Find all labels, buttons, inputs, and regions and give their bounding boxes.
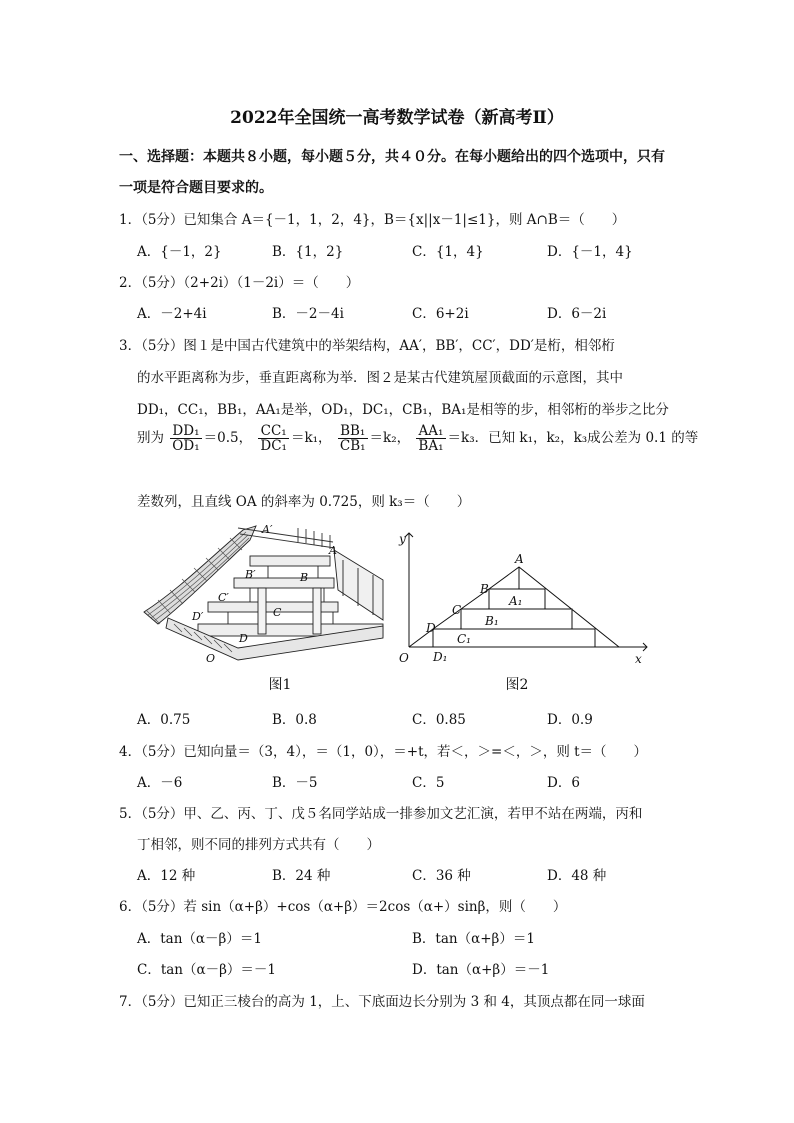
fig1-label-a-prime: A′: [262, 523, 273, 536]
q5-option-c: C．36 种: [412, 868, 471, 884]
q3-option-d: D．0.9: [547, 712, 593, 728]
q1-option-c: C．{1，4}: [412, 244, 484, 260]
q2-stem: 2．（5分）（2+2i）（1－2i）＝（ ）: [119, 275, 360, 291]
ratio-equals: ＝0.5，: [203, 430, 253, 447]
ratio-denominator: BA₁: [418, 438, 444, 455]
ratio-equals: ＝k₁，: [290, 430, 332, 447]
ratio-denominator: DC₁: [260, 438, 287, 455]
q1-option-b: B．{1，2}: [272, 244, 344, 260]
q3-stem-line1: 3．（5分）图１是中国古代建筑中的举架结构，AA′，BB′，CC′，DD′是桁，相邻桁: [119, 338, 615, 354]
q1-option-a: A．{－1，2}: [137, 244, 222, 260]
fig2-label-x: x: [635, 652, 642, 666]
q2-option-b: B．－2－4i: [272, 306, 344, 322]
q3-ratio-prefix: 别为: [137, 430, 164, 447]
fig1-label-a: A: [329, 544, 337, 557]
q6-option-d: D．tan（α+β）＝－1: [412, 962, 550, 978]
section-heading-line2: 一项是符合题目要求的。: [119, 180, 273, 196]
q3-stem-line3: DD₁，CC₁，BB₁，AA₁是举，OD₁，DC₁，CB₁，BA₁是相等的步，相邻桁的举步之比分: [137, 402, 669, 418]
q3-stem-line2: 的水平距离称为步，垂直距离称为举．图２是某古代建筑屋顶截面的示意图，其中: [137, 370, 623, 386]
q4-option-a: A．－6: [137, 775, 183, 791]
ratio-fraction: [170, 424, 201, 453]
figure-1-caption: 图1: [268, 677, 292, 693]
fig1-label-b-prime: B′: [245, 568, 256, 581]
q6-option-b: B．tan（α+β）＝1: [412, 931, 535, 947]
fig2-label-d1: D₁: [433, 650, 448, 664]
ratio-fraction: [416, 424, 445, 453]
fig2-label-d: D: [426, 621, 436, 635]
q1-stem: 1．（5分）已知集合 A＝{－1，1，2，4}，B＝{x||x－1|≤1}，则 A∩B＝（ ）: [119, 212, 626, 228]
ratio-numerator: DD₁: [170, 424, 201, 439]
ratio-equals: ＝k₃．已知 k₁，k₂，k₃成公差为 0.1 的等: [447, 430, 699, 447]
ratio-denominator: CB₁: [339, 438, 366, 455]
q5-option-d: D．48 种: [547, 868, 607, 884]
section-heading-line1: 一、选择题：本题共８小题，每小题５分，共４０分。在每小题给出的四个选项中，只有: [119, 149, 665, 165]
q4-option-d: D．6: [547, 775, 580, 791]
ratio-numerator: CC₁: [258, 424, 289, 439]
q4-option-b: B．－5: [272, 775, 318, 791]
q7-stem: 7．（5分）已知正三棱台的高为 1，上、下底面边长分别为 3 和 4，其顶点都在同一球面: [119, 994, 645, 1010]
figure-2-roof-cross-section: [395, 525, 660, 667]
q5-option-b: B．24 种: [272, 868, 331, 884]
q3-option-b: B．0.8: [272, 712, 317, 728]
q4-stem: 4．（5分）已知向量＝（3，4），＝（1，0），＝+t，若＜，＞=＜，＞，则 t＝（ ）: [119, 744, 648, 760]
fig2-label-b1: B₁: [485, 614, 499, 628]
q3-option-a: A．0.75: [137, 712, 191, 728]
fig2-label-c1: C₁: [457, 632, 471, 646]
fig1-label-c-prime: C′: [218, 591, 229, 604]
figure-1-roof-structure: [138, 520, 393, 668]
step-rect-c: [461, 609, 572, 629]
q6-stem: 6．（5分）若 sin（α+β）+cos（α+β）＝2cos（α+）sinβ，则（ ）: [119, 899, 567, 915]
q3-ratio-line: [137, 424, 698, 453]
q5-stem-line2: 丁相邻，则不同的排列方式共有（ ）: [137, 837, 380, 853]
q4-option-c: C．5: [412, 775, 445, 791]
fig1-label-b: B: [300, 571, 309, 584]
q5-option-a: A．12 种: [137, 868, 196, 884]
q1-option-d: D．{－1，4}: [547, 244, 633, 260]
q5-stem-line1: 5．（5分）甲、乙、丙、丁、戊５名同学站成一排参加文艺汇演，若甲不站在两端，丙和: [119, 806, 643, 822]
fig2-label-a1: A₁: [509, 594, 523, 608]
fig1-label-d: D: [239, 632, 248, 645]
q3-option-c: C．0.85: [412, 712, 466, 728]
q6-option-a: A．tan（α－β）＝1: [137, 931, 262, 947]
figure-2-caption: 图2: [505, 677, 529, 693]
fig2-label-o: O: [399, 651, 409, 665]
q2-option-a: A．－2+4i: [137, 306, 207, 322]
fig1-label-o: O: [206, 652, 216, 665]
q2-option-d: D．6－2i: [547, 306, 607, 322]
q6-option-c: C．tan（α－β）＝－1: [137, 962, 277, 978]
ratio-denominator: OD₁: [172, 438, 200, 455]
fig1-label-d-prime: D′: [192, 610, 204, 623]
fig2-label-b: B: [480, 582, 489, 596]
fig2-label-c: C: [452, 603, 462, 617]
ratio-fraction: [258, 424, 289, 453]
ratio-fraction: [338, 424, 368, 453]
fig2-label-y: y: [399, 532, 406, 546]
ratio-numerator: BB₁: [338, 424, 368, 439]
ratio-equals: ＝k₂，: [369, 430, 411, 447]
page-title: 2022年全国统一高考数学试卷（新高考Ⅱ）: [230, 108, 564, 128]
q3-stem-line5: 差数列，且直线 OA 的斜率为 0.725，则 k₃＝（ ）: [137, 494, 471, 510]
fig1-label-c: C: [273, 606, 282, 619]
fig2-label-a: A: [515, 552, 524, 566]
ratio-numerator: AA₁: [416, 424, 445, 439]
q2-option-c: C．6+2i: [412, 306, 469, 322]
